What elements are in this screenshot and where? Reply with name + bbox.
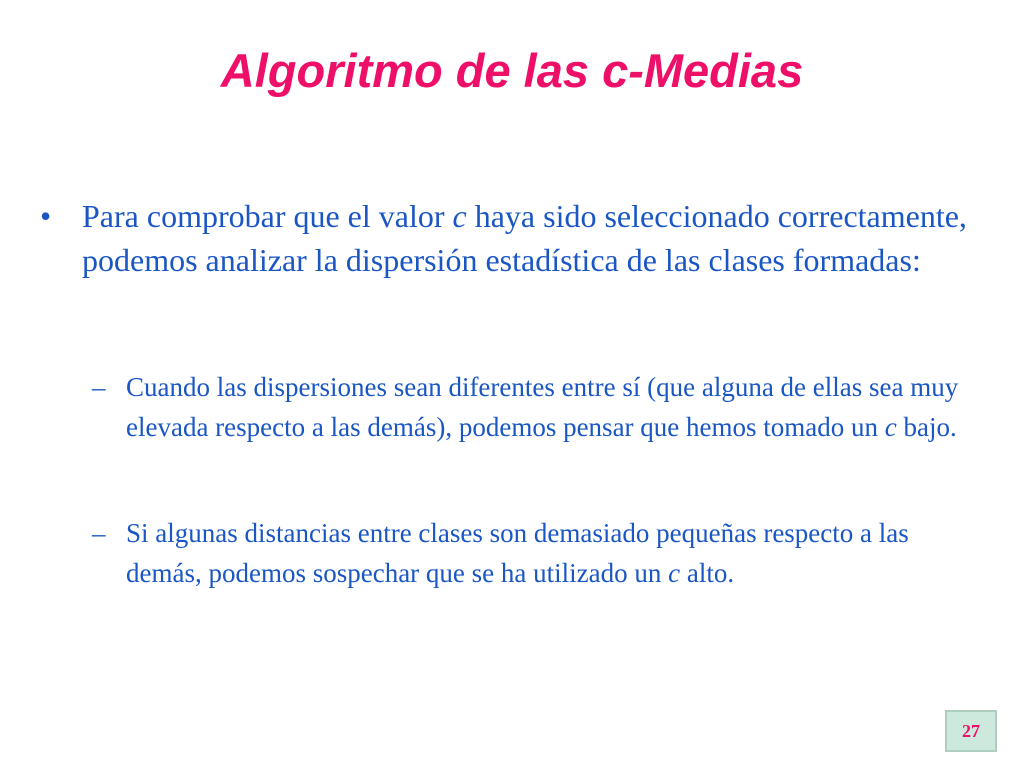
main-bullet-text-end: haya sido seleccionado correctamente, podemos analizar la dispersión estadística de las clases formadas: [82, 198, 967, 278]
sub-bullet-1-text [126, 367, 972, 447]
page-number-badge [945, 710, 997, 752]
main-bullet-text-start: Para comprobar que el valor [82, 198, 453, 234]
sub-bullet-1-variable: c [884, 412, 897, 442]
sub-bullet-2-text [126, 513, 972, 593]
sub-bullet-1-marker: – [92, 372, 106, 402]
bullet-marker: • [40, 198, 52, 234]
slide-title: Algoritmo de las c-Medias [220, 44, 804, 97]
sub-bullet-1 [92, 367, 972, 447]
main-bullet-variable: c [452, 198, 467, 234]
sub-bullet-2-text-start: Si algunas distancias entre clases son demasiado pequeñas respecto a las demás, podemos sospechar que se ha utilizado un [126, 518, 909, 588]
sub-bullet-2 [92, 513, 972, 593]
main-bullet-text [82, 194, 990, 282]
sub-bullet-1-text-end: bajo. [896, 412, 957, 442]
sub-bullet-1-text-start: Cuando las dispersiones sean diferentes entre sí (que alguna de ellas sea muy elevada respecto a las demás), podemos pensar que hemos tomado un [126, 372, 959, 442]
sub-bullet-2-variable: c [668, 558, 681, 588]
page-number: 27 [962, 720, 980, 741]
main-bullet [40, 194, 990, 282]
sub-bullet-2-text-end: alto. [680, 558, 735, 588]
sub-bullet-2-marker: – [92, 518, 106, 548]
